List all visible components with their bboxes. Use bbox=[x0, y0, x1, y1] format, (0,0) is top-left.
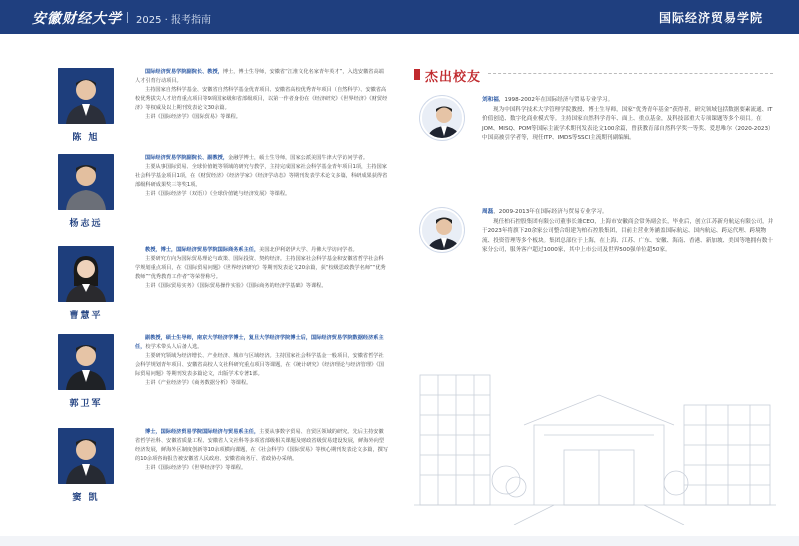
faculty-photo-icon bbox=[58, 154, 114, 210]
header-divider bbox=[127, 12, 128, 23]
alumni-photo-icon bbox=[420, 208, 464, 252]
faculty-name: 陈 旭 bbox=[72, 133, 100, 143]
page-header bbox=[0, 0, 799, 34]
faculty-name: 窦 凯 bbox=[72, 493, 100, 503]
faculty-title: 国际经济贸易学院副院长、副教授， bbox=[145, 155, 229, 161]
section-marker bbox=[414, 69, 420, 80]
alumni-bio: 刘和福，1998-2002年在国际经济与贸易专业学习。 现为中国科学技术大学管理学院教授、博士生导师，国家“优秀青年基金”获得者，研究领域包括数据要素流通、IT价值创造、数字化商业模式等。主持国家自然科学青年、面上、重点基金，及科技部重大专项课题等多个项目。在JOM、MISQ、POM等国际主流学术期刊发表论文100余篇，曾获教育部自然科学奖一等奖、爱思唯尔（2020-2023）中国高被引学者等，现任ITP、IMDS等SSCI主流期刊副编辑。 bbox=[482, 97, 774, 142]
faculty-name: 曹慧平 bbox=[69, 311, 103, 321]
faculty-photo-icon bbox=[58, 334, 114, 390]
alumni-photo-icon bbox=[420, 96, 464, 140]
alumni-name: 周磊 bbox=[482, 209, 494, 215]
alumni-bio: 周磊，2009-2013年在国际经济与贸易专业学习。 现任柏石控股集团有限公司董事长兼CEO，上海市安徽商会常务副会长，毕业后，创立江苏新舟航运有限公司，并于2023年将旗下20余家公司整合组建为柏石控股集团，目前主营业务涵盖国际航运、国内航运、跨运代理、跨境物流、投资管理等多个板块。集团总部位于上海，在上海、江苏、广东、安徽、海南、香港、新加坡、美国等地拥有数十家分公司，服务客户超过1000家，其中上市公司及世界500强单位超50家。 bbox=[482, 209, 774, 254]
section-divider bbox=[488, 73, 773, 74]
guide-subtitle: 2025 · 报考指南 bbox=[136, 15, 211, 26]
alumni-section-title: 杰出校友 bbox=[425, 70, 482, 85]
university-logo: 安徽财经大学 bbox=[32, 11, 122, 27]
faculty-bio: 教授，博士，国际经济贸易学院国际商务系主任，美国北伊利诺伊大学、丹佛大学访问学者。 主要研究方向为国际贸易理论与政策、国际投资、契约经济。主持国家社会科学基金和安徽省哲学社会科学规划重点项目，在《国际贸易问题》《世界经济研究》等期刊发表论文20余篇，获“校级思政教学名师”“优秀教师”“优秀教育工作者”等荣誉称号。 主讲《国际贸易实务》《国际贸易操作实验》《国际商务的经济学基础》等课程。 bbox=[135, 247, 386, 289]
faculty-title: 国际经济贸易学院副院长、教授， bbox=[145, 69, 223, 75]
page-footer-strip bbox=[0, 536, 799, 546]
faculty-bio: 博士，国际经济贸易学院国际经济与贸易系主任，主要从事数字贸易、自贸区领域的研究。先后主持安徽省哲学社科、安徽省质量工程、安徽省人文社科等多项省部级相关课题及财政省级贸易建设发展，鲜海外向型经济发展，鲜海外区制度创新等10余项横向课题，在《社会科学》《国际贸易》等核心期刊发表论文多篇，撰写的10余项咨询报告被安徽省人民政府、安徽省商务厅、省政协办采纳。 主讲《国际经济学》《世界经济学》等课程。 bbox=[135, 429, 389, 471]
faculty-bio: 副教授，硕士生导师，南京大学经济学博士，复旦大学经济学院博士后，国际经济贸易学院数据经济系主任，校学术带头人后备人选。 主要研究领域为经济增长、产业经济、城市与区域经济。主持国家社会科学基金一般项目，安徽省哲学社会科学规划青年项目、安徽省高校人文社科研究重点项目等课题，在《统计研究》《经济理论与经济管理》《国际贸易问题》等期刊发表多篇论文，出版学术专著1部。 主讲《产业经济学》《商务数据分析》等课程。 bbox=[135, 335, 384, 386]
faculty-photo-icon bbox=[58, 246, 114, 302]
faculty-name: 杨志远 bbox=[69, 219, 103, 229]
faculty-photo-icon bbox=[58, 68, 114, 124]
alumni-name: 刘和福 bbox=[482, 97, 499, 103]
college-name: 国际经济贸易学院 bbox=[658, 11, 763, 25]
faculty-title: 副教授，硕士生导师，南京大学经济学博士，复旦大学经济学院博士后，国际经济贸易学院数据经济系主任， bbox=[135, 335, 384, 350]
faculty-bio: 国际经济贸易学院副院长、教授，博士，博士生导师，安徽省“江淮文化名家青年英才”，入选安徽省高端人才引育行动项目。 主持国家自然科学基金、安徽省自然科学基金优青项目、安徽省高校优秀青年项目（自然科学）、安徽省高校优秀拔尖人才培育重点项目等9项国家级和省部级项目，以第一作者身份在《经济研究》《世界经济》《财贸经济》等权威及以上期刊发表论文30余篇。 主讲《国际经济学》《国际贸易》等课程。 bbox=[135, 69, 388, 120]
faculty-title: 教授，博士，国际经济贸易学院国际商务系主任， bbox=[145, 247, 260, 253]
faculty-title: 博士，国际经济贸易学院国际经济与贸易系主任， bbox=[145, 429, 260, 435]
faculty-photo-icon bbox=[58, 428, 114, 484]
faculty-name: 郭卫军 bbox=[69, 399, 103, 409]
faculty-bio: 国际经济贸易学院副院长、副教授，金融学博士，硕士生导师，国家公派美国牛津大学访问学者。 主要从事国际贸易、全球价值链等领域的研究与教学，主持完成国家社会科学基金青年项目1项，主持国家社会科学基金项目1项，在《财贸经济》《经济学家》《经济学动态》等期刊发表学术论文多篇，科研成果获得省部级科研成果奖三等奖1项。 主讲《国际经济学（双语）》《全球价值链与经济发展》等课程。 bbox=[135, 155, 388, 197]
campus-sketch-illustration bbox=[414, 355, 776, 525]
